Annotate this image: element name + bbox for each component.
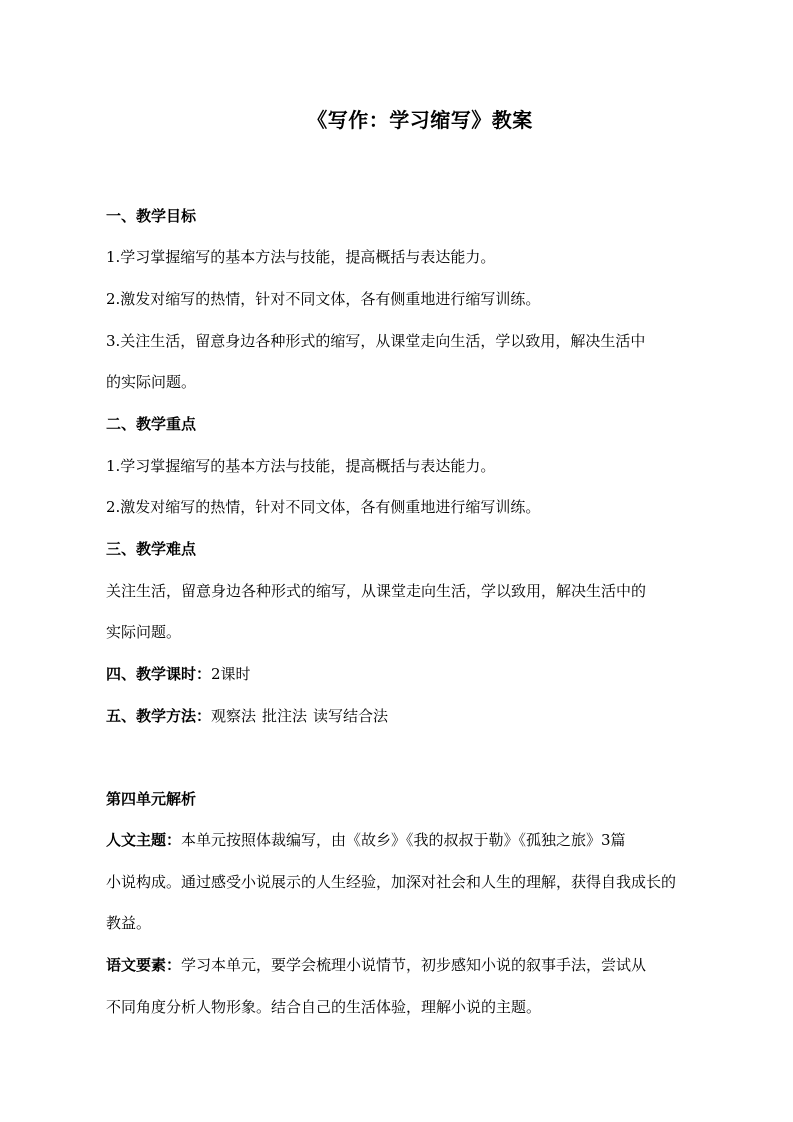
key-points-item-2: 2.激发对缩写的热情，针对不同文体，各有侧重地进行缩写训练。 bbox=[106, 498, 541, 516]
goals-item-2: 2.激发对缩写的热情，针对不同文体，各有侧重地进行缩写训练。 bbox=[106, 290, 541, 308]
hours-label: 四、教学课时： bbox=[106, 665, 212, 683]
methods-label: 五、教学方法： bbox=[106, 707, 212, 725]
unit-analysis-heading: 第四单元解析 bbox=[106, 790, 197, 808]
goals-item-3-line-1: 3.关注生活，留意身边各种形式的缩写，从课堂走向生活，学以致用，解决生活中 bbox=[106, 332, 646, 350]
goals-item-1: 1.学习掌握缩写的基本方法与技能，提高概括与表达能力。 bbox=[106, 248, 496, 266]
methods-row bbox=[106, 706, 726, 726]
language-line-2: 不同角度分析人物形象。结合自己的生活体验，理解小说的主题。 bbox=[106, 998, 542, 1016]
goals-item-3-line-2: 的实际问题。 bbox=[106, 373, 197, 391]
difficulties-line-2: 实际问题。 bbox=[106, 623, 182, 641]
method-3: 读写结合法 bbox=[313, 707, 389, 725]
page-title: 《写作：学习缩写》教案 bbox=[307, 108, 533, 132]
key-points-item-1: 1.学习掌握缩写的基本方法与技能，提高概括与表达能力。 bbox=[106, 457, 496, 475]
hours-row bbox=[106, 664, 726, 684]
section-heading-goals: 一、教学目标 bbox=[106, 207, 197, 225]
humanities-line-1 bbox=[106, 830, 726, 850]
language-line-1 bbox=[106, 955, 726, 975]
humanities-line-3: 教益。 bbox=[106, 914, 152, 932]
hours-value: 2课时 bbox=[211, 665, 251, 683]
language-text-1: 学习本单元，要学会梳理小说情节，初步感知小说的叙事手法，尝试从 bbox=[181, 956, 647, 974]
difficulties-line-1: 关注生活，留意身边各种形式的缩写，从课堂走向生活，学以致用，解决生活中的 bbox=[106, 582, 647, 600]
section-heading-key-points: 二、教学重点 bbox=[106, 415, 197, 433]
method-1: 观察法 bbox=[211, 707, 257, 725]
humanities-label: 人文主题： bbox=[106, 831, 182, 849]
humanities-text-1: 本单元按照体裁编写，由《故乡》《我的叔叔于勒》《孤独之旅》3篇 bbox=[181, 831, 626, 849]
language-label: 语文要素： bbox=[106, 956, 182, 974]
method-2: 批注法 bbox=[262, 707, 308, 725]
section-heading-difficulties: 三、教学难点 bbox=[106, 540, 197, 558]
humanities-line-2: 小说构成。通过感受小说展示的人生经验，加深对社会和人生的理解，获得自我成长的 bbox=[106, 873, 677, 891]
